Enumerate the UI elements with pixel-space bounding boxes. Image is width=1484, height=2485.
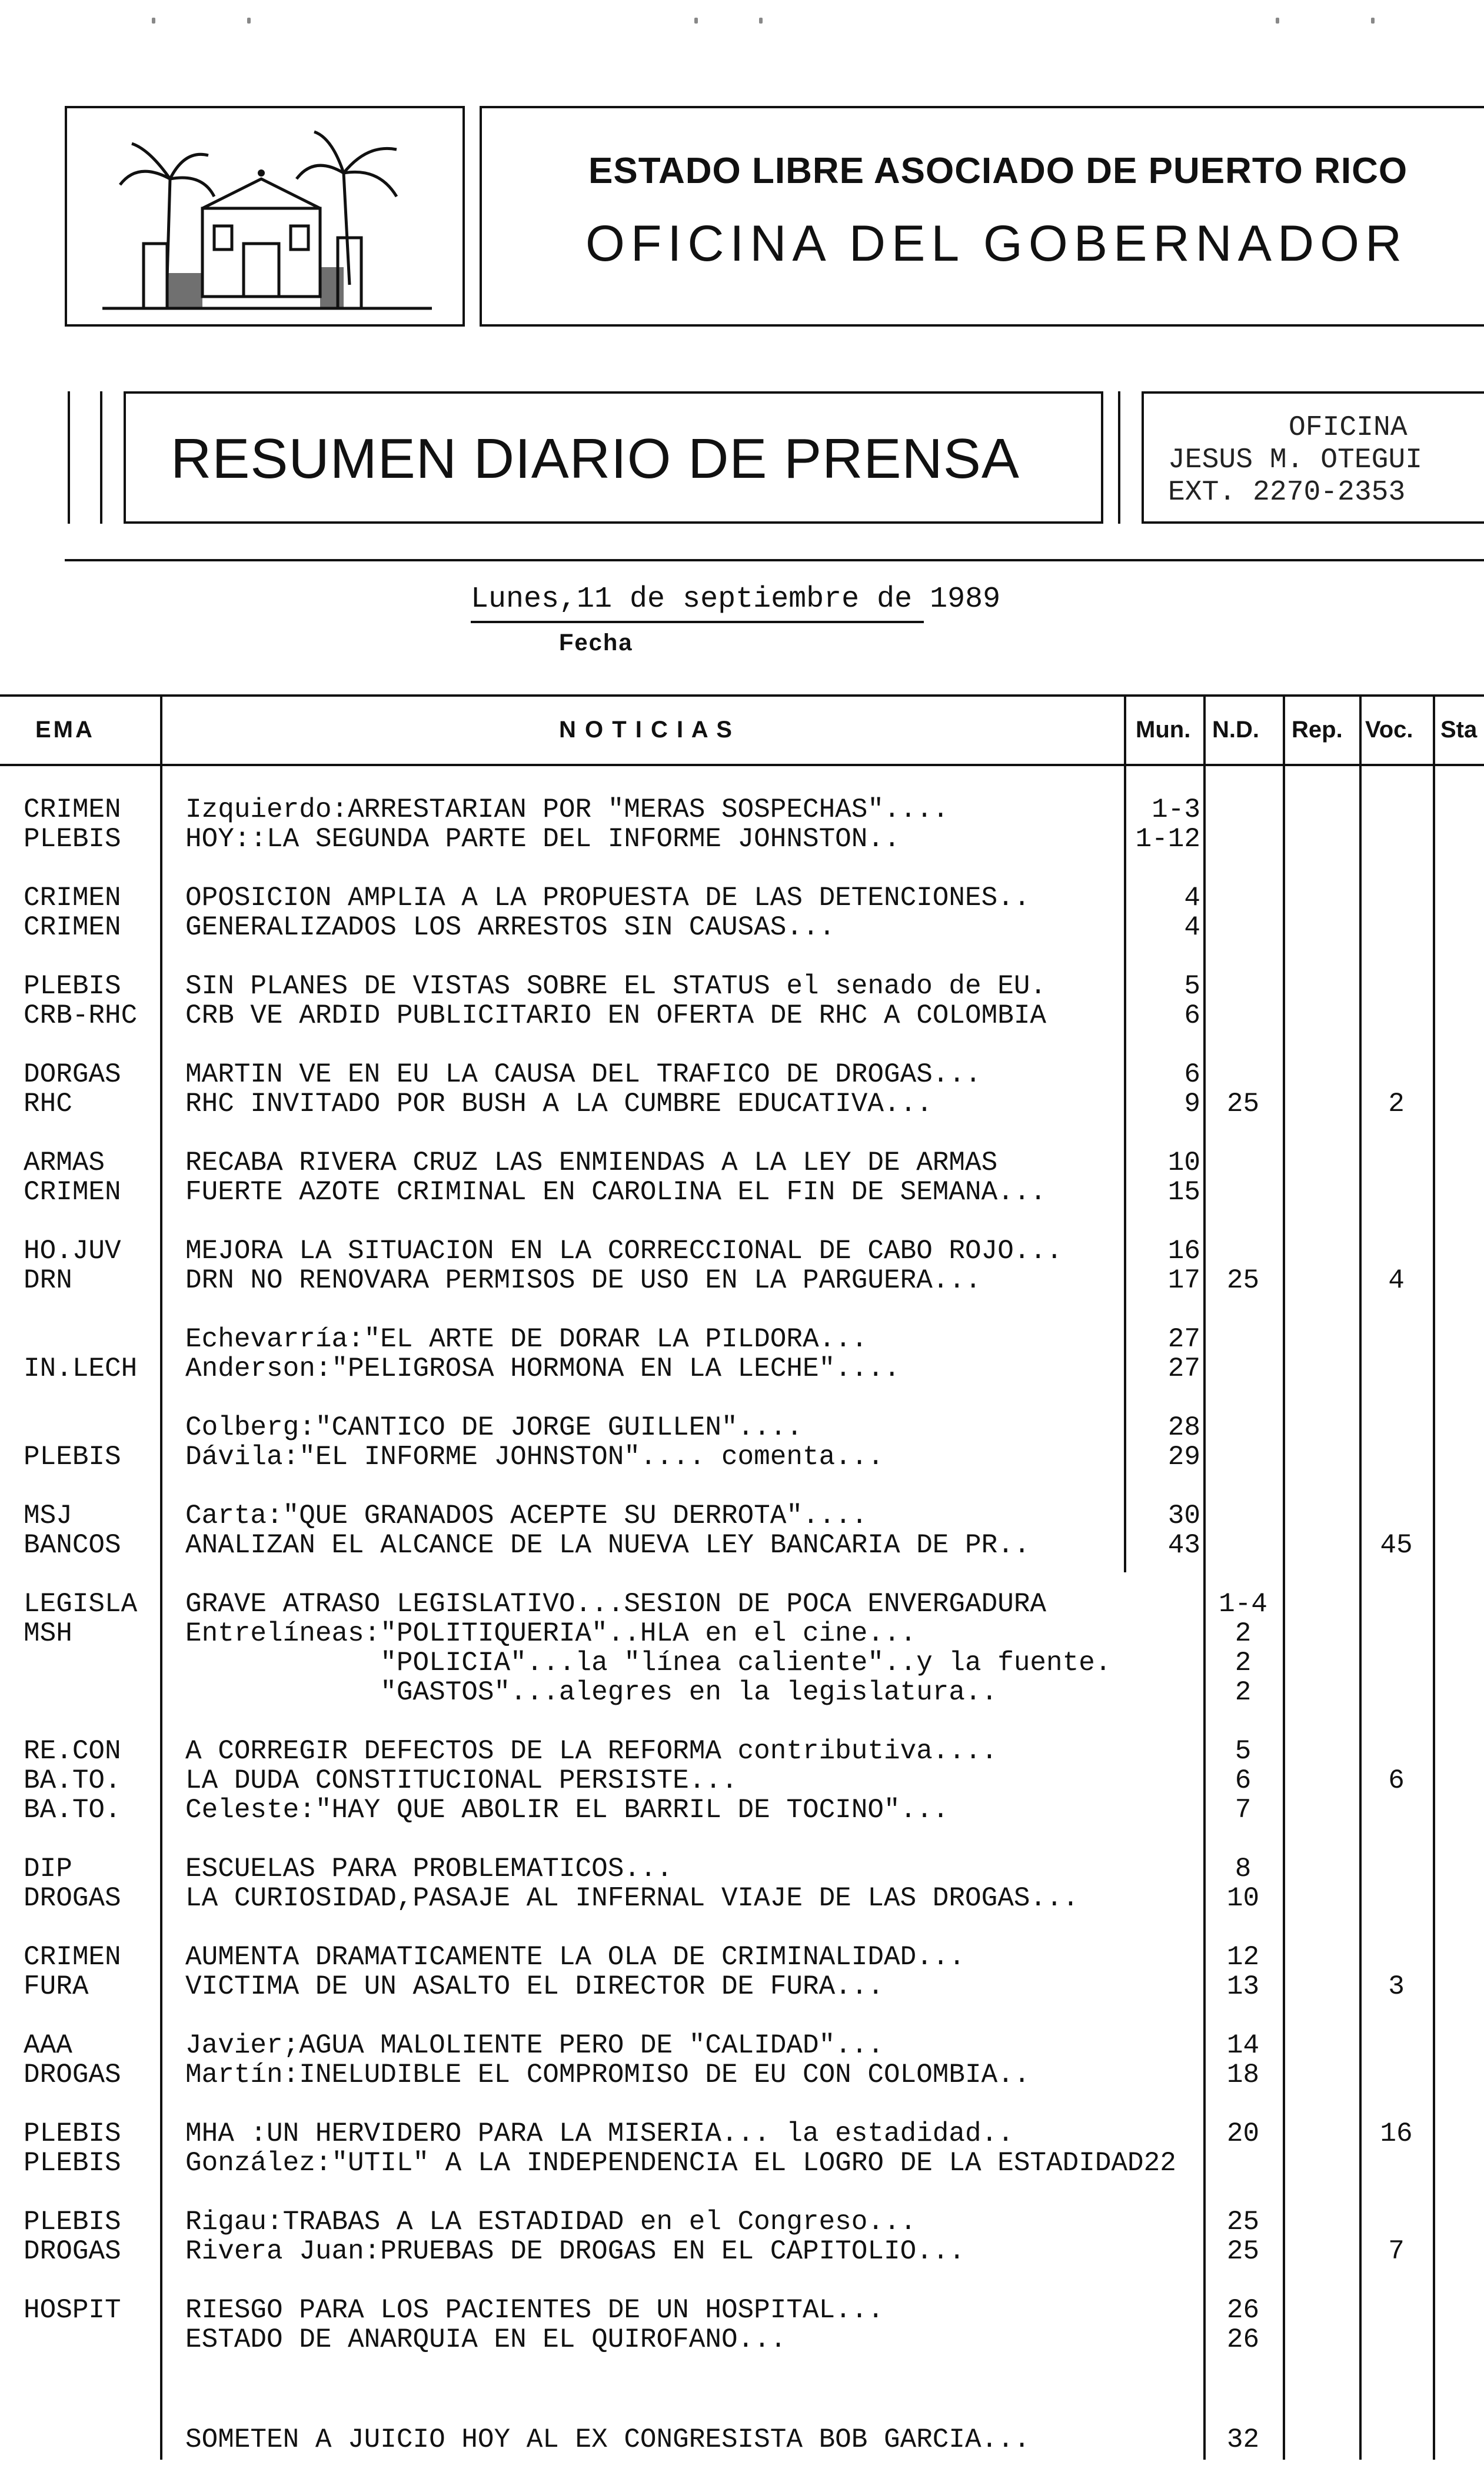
row-tema: RHC: [24, 1089, 72, 1119]
column-divider: [1433, 694, 1435, 2460]
row-headline: CRB VE ARDID PUBLICITARIO EN OFERTA DE RHC A COLOMBIA: [185, 1000, 1047, 1031]
column-tema: EMA: [35, 717, 95, 743]
row-nd: 7: [1235, 1795, 1252, 1825]
row-headline: SOMETEN A JUICIO HOY AL EX CONGRESISTA BOB GARCIA...: [185, 2424, 1030, 2455]
scan-speck: [1371, 18, 1375, 24]
row-nd: 20: [1226, 2118, 1260, 2149]
row-nd: 32: [1226, 2424, 1260, 2455]
row-tema: PLEBIS: [24, 971, 121, 1002]
row-tema: CRIMEN: [24, 1177, 121, 1207]
left-bar: [68, 391, 70, 524]
scan-speck: [152, 18, 155, 24]
row-mun: 27: [1167, 1353, 1200, 1384]
row-headline: RECABA RIVERA CRUZ LAS ENMIENDAS A LA LEY DE ARMAS: [185, 1147, 998, 1178]
column-mun: Mun.: [1136, 717, 1191, 743]
row-tema: BANCOS: [24, 1530, 121, 1561]
column-noticias: N O T I C I A S: [559, 717, 733, 743]
row-headline: RIESGO PARA LOS PACIENTES DE UN HOSPITAL...: [185, 2295, 884, 2326]
row-tema: DROGAS: [24, 2236, 121, 2267]
row-headline: ESTADO DE ANARQUIA EN EL QUIROFANO...: [185, 2324, 787, 2355]
row-mun: 30: [1167, 1501, 1200, 1531]
row-tema: BA.TO.: [24, 1765, 121, 1796]
row-mun: 5: [1184, 971, 1200, 1002]
row-headline: LA DUDA CONSTITUCIONAL PERSISTE...: [185, 1765, 738, 1796]
row-headline: "POLICIA"...la "línea caliente"..y la fuente.: [185, 1648, 1112, 1678]
row-headline: Echevarría:"EL ARTE DE DORAR LA PILDORA...: [185, 1324, 868, 1355]
row-nd: 26: [1226, 2295, 1260, 2326]
row-nd: 25: [1226, 2207, 1260, 2237]
row-tema: DORGAS: [24, 1059, 121, 1090]
row-voc: 2: [1388, 1089, 1405, 1119]
row-headline: Dávila:"EL INFORME JOHNSTON".... comenta...: [185, 1442, 884, 1472]
row-tema: DROGAS: [24, 1883, 121, 1914]
row-nd: 12: [1226, 1942, 1260, 1972]
row-tema: CRIMEN: [24, 1942, 121, 1972]
row-headline: AUMENTA DRAMATICAMENTE LA OLA DE CRIMINALIDAD...: [185, 1942, 966, 1972]
scan-speck: [247, 18, 251, 24]
column-divider: [160, 694, 162, 2460]
row-headline: MARTIN VE EN EU LA CAUSA DEL TRAFICO DE DROGAS...: [185, 1059, 981, 1090]
row-tema: CRB-RHC: [24, 1000, 138, 1031]
report-title: RESUMEN DIARIO DE PRENSA: [171, 427, 1020, 490]
row-mun: 1-12: [1135, 824, 1200, 854]
row-headline: HOY::LA SEGUNDA PARTE DEL INFORME JOHNSTON..: [185, 824, 900, 854]
row-nd: 5: [1235, 1736, 1252, 1767]
row-mun: 29: [1167, 1442, 1200, 1472]
row-tema: DRN: [24, 1265, 72, 1296]
row-tema: CRIMEN: [24, 883, 121, 913]
row-headline: "GASTOS"...alegres en la legislatura..: [185, 1677, 998, 1708]
row-tema: BA.TO.: [24, 1795, 121, 1825]
column-divider: [1203, 694, 1206, 2460]
office-name: OFICINA DEL GOBERNADOR: [585, 215, 1408, 272]
row-headline: Entrelíneas:"POLITIQUERIA"..HLA en el cine...: [185, 1618, 917, 1649]
row-headline: Anderson:"PELIGROSA HORMONA EN LA LECHE"....: [185, 1353, 900, 1384]
row-nd: 13: [1226, 1971, 1260, 2002]
row-headline: OPOSICION AMPLIA A LA PROPUESTA DE LAS DETENCIONES..: [185, 883, 1030, 913]
row-headline: Carta:"QUE GRANADOS ACEPTE SU DERROTA"....: [185, 1501, 868, 1531]
row-tema: HO.JUV: [24, 1236, 121, 1266]
row-headline: Izquierdo:ARRESTARIAN POR "MERAS SOSPECHAS"....: [185, 794, 949, 825]
row-nd: 26: [1226, 2324, 1260, 2355]
governor-mansion-logo: [67, 108, 462, 324]
row-headline: Rigau:TRABAS A LA ESTADIDAD en el Congreso...: [185, 2207, 917, 2237]
row-nd: 2: [1235, 1677, 1252, 1708]
contact-name: JESUS M. OTEGUI: [1168, 444, 1423, 476]
row-tema: LEGISLA: [24, 1589, 138, 1619]
scan-speck: [1276, 18, 1279, 24]
row-voc: 4: [1388, 1265, 1405, 1296]
row-tema: AAA: [24, 2030, 72, 2061]
row-nd: 25: [1226, 1265, 1260, 1296]
row-mun: 9: [1184, 1089, 1200, 1119]
row-headline: Martín:INELUDIBLE EL COMPROMISO DE EU CON COLOMBIA..: [185, 2060, 1030, 2090]
left-bar: [100, 391, 102, 524]
row-mun: 15: [1167, 1177, 1200, 1207]
contact-office: OFICINA: [1289, 412, 1408, 444]
row-voc: 7: [1388, 2236, 1405, 2267]
divider: [65, 559, 1484, 561]
scan-speck: [759, 18, 763, 24]
column-sta: Sta: [1440, 717, 1478, 743]
column-nd: N.D.: [1212, 717, 1259, 743]
row-headline: DRN NO RENOVARA PERMISOS DE USO EN LA PARGUERA...: [185, 1265, 981, 1296]
table-header-bottom-rule: [0, 764, 1484, 766]
row-headline: Colberg:"CANTICO DE JORGE GUILLEN"....: [185, 1412, 803, 1443]
row-headline: MEJORA LA SITUACION EN LA CORRECCIONAL DE CABO ROJO...: [185, 1236, 1063, 1266]
row-nd: 10: [1226, 1883, 1260, 1914]
row-nd: 1-4: [1219, 1589, 1267, 1619]
row-tema: DROGAS: [24, 2060, 121, 2090]
row-headline: RHC INVITADO POR BUSH A LA CUMBRE EDUCATIVA...: [185, 1089, 933, 1119]
report-date: Lunes,11 de septiembre de 1989: [471, 583, 1001, 616]
row-headline: SIN PLANES DE VISTAS SOBRE EL STATUS el senado de EU.: [185, 971, 1047, 1002]
row-mun: 43: [1167, 1530, 1200, 1561]
row-nd: 2: [1235, 1618, 1252, 1649]
row-nd: 14: [1226, 2030, 1260, 2061]
date-label: Fecha: [559, 630, 633, 656]
row-nd: 25: [1226, 2236, 1260, 2267]
row-voc: 6: [1388, 1765, 1405, 1796]
row-mun: 10: [1167, 1147, 1200, 1178]
row-mun: 28: [1167, 1412, 1200, 1443]
row-headline: Rivera Juan:PRUEBAS DE DROGAS EN EL CAPITOLIO...: [185, 2236, 966, 2267]
row-mun: 17: [1167, 1265, 1200, 1296]
column-divider: [1124, 694, 1126, 766]
row-headline: Javier;AGUA MALOLIENTE PERO DE "CALIDAD"...: [185, 2030, 884, 2061]
row-tema: CRIMEN: [24, 794, 121, 825]
row-tema: IN.LECH: [24, 1353, 138, 1384]
row-nd: 8: [1235, 1854, 1252, 1884]
column-divider: [1359, 694, 1362, 2460]
row-nd: 25: [1226, 1089, 1260, 1119]
row-tema: MSJ: [24, 1501, 72, 1531]
row-headline: VICTIMA DE UN ASALTO EL DIRECTOR DE FURA...: [185, 1971, 884, 2002]
column-divider: [1283, 694, 1285, 2460]
row-voc: 16: [1380, 2118, 1413, 2149]
row-tema: CRIMEN: [24, 912, 121, 943]
row-mun: 6: [1184, 1000, 1200, 1031]
table-header-top-rule: [0, 694, 1484, 697]
contact-extension: EXT. 2270-2353: [1168, 477, 1406, 508]
logo-box: [65, 106, 465, 327]
row-headline: ANALIZAN EL ALCANCE DE LA NUEVA LEY BANCARIA DE PR..: [185, 1530, 1030, 1561]
row-tema: HOSPIT: [24, 2295, 121, 2326]
row-headline: Celeste:"HAY QUE ABOLIR EL BARRIL DE TOCINO"...: [185, 1795, 949, 1825]
row-headline: González:"UTIL" A LA INDEPENDENCIA EL LOGRO DE LA ESTADIDAD22: [185, 2148, 1176, 2178]
row-mun: 16: [1167, 1236, 1200, 1266]
row-tema: DIP: [24, 1854, 72, 1884]
row-tema: PLEBIS: [24, 2118, 121, 2149]
row-headline: FUERTE AZOTE CRIMINAL EN CAROLINA EL FIN DE SEMANA...: [185, 1177, 1047, 1207]
row-nd: 6: [1235, 1765, 1252, 1796]
row-voc: 45: [1380, 1530, 1413, 1561]
row-headline: MHA :UN HERVIDERO PARA LA MISERIA... la estadidad..: [185, 2118, 1014, 2149]
row-mun: 1-3: [1152, 794, 1200, 825]
row-headline: LA CURIOSIDAD,PASAJE AL INFERNAL VIAJE DE LAS DROGAS...: [185, 1883, 1079, 1914]
date-underline: [471, 621, 924, 623]
row-voc: 3: [1388, 1971, 1405, 2002]
row-headline: GENERALIZADOS LOS ARRESTOS SIN CAUSAS...: [185, 912, 836, 943]
column-rep: Rep.: [1292, 717, 1343, 743]
row-mun: 4: [1184, 912, 1200, 943]
row-tema: PLEBIS: [24, 2207, 121, 2237]
row-mun: 27: [1167, 1324, 1200, 1355]
row-tema: PLEBIS: [24, 824, 121, 854]
row-nd: 18: [1226, 2060, 1260, 2090]
row-tema: ARMAS: [24, 1147, 105, 1178]
column-voc: Voc.: [1365, 717, 1413, 743]
row-mun: 4: [1184, 883, 1200, 913]
right-bar: [1118, 391, 1120, 524]
scan-speck: [694, 18, 698, 24]
row-tema: RE.CON: [24, 1736, 121, 1767]
agency-name: ESTADO LIBRE ASOCIADO DE PUERTO RICO: [588, 151, 1408, 191]
row-mun: 6: [1184, 1059, 1200, 1090]
row-tema: PLEBIS: [24, 1442, 121, 1472]
column-divider: [1124, 766, 1126, 1572]
row-headline: ESCUELAS PARA PROBLEMATICOS...: [185, 1854, 673, 1884]
row-headline: A CORREGIR DEFECTOS DE LA REFORMA contributiva....: [185, 1736, 998, 1767]
row-headline: GRAVE ATRASO LEGISLATIVO...SESION DE POCA ENVERGADURA: [185, 1589, 1047, 1619]
row-tema: PLEBIS: [24, 2148, 121, 2178]
row-tema: FURA: [24, 1971, 89, 2002]
row-nd: 2: [1235, 1648, 1252, 1678]
row-tema: MSH: [24, 1618, 72, 1649]
